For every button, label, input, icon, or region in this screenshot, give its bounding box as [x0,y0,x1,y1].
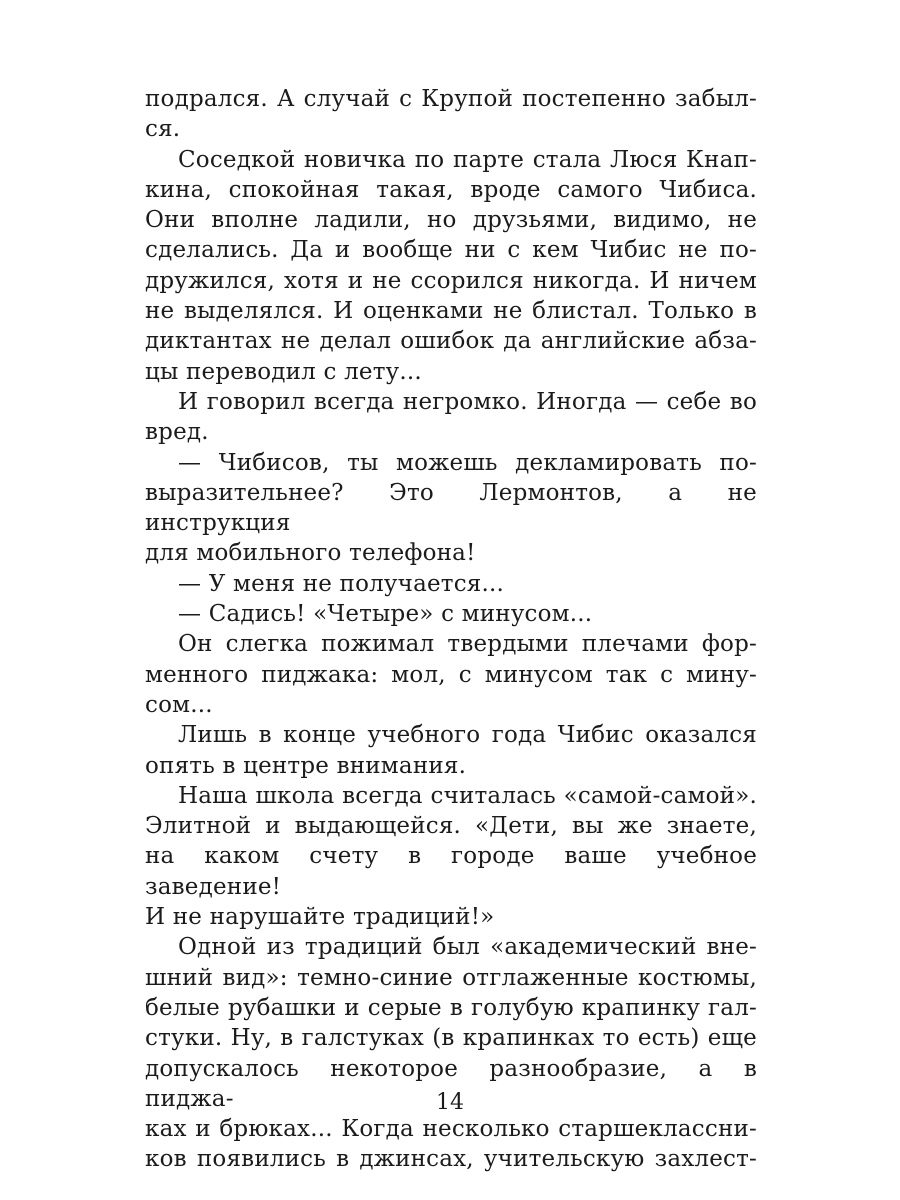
text-line: сделались. Да и вообще ни с кем Чибис не по- [145,237,757,264]
paragraph [145,569,757,599]
text-line: опять в центре внимания. [145,752,467,779]
paragraph [145,387,757,448]
text-line: кина, спокойная такая, вроде самого Чибиса. [145,176,757,203]
text-line: И говорил всегда негромко. Иногда — себе во [178,388,757,415]
text-line: Соседкой новичка по парте стала Люся Кнап- [178,146,757,173]
paragraph [145,932,757,1174]
text-line: дружился, хотя и не ссорился никогда. И ничем [145,267,757,294]
text-line: — Чибисов, ты можешь декламировать по- [178,449,757,476]
text-line: не выделялся. И оценками не блистал. Только в [145,298,757,325]
text-line: на каком счету в городе ваше учебное заведение! [145,843,757,900]
paragraph [145,84,757,145]
text-line: для мобильного телефона! [145,540,476,567]
text-line: менного пиджака: мол, с минусом так с мину- [145,661,757,688]
text-line: ков появились в джинсах, учительскую захлест- [145,1146,757,1173]
paragraph [145,145,757,387]
text-line: Одной из традиций был «академический вне- [178,934,757,961]
text-line: Наша школа всегда считалась «самой-самой». [178,782,757,809]
text-line: — Садись! «Четыре» с минусом... [178,601,593,628]
paragraph [145,781,757,932]
text-line: вред. [145,419,209,446]
page-number: 14 [436,1090,464,1115]
text-line: ках и брюках... Когда несколько старшеклассни- [145,1116,757,1143]
text-line: Элитной и выдающейся. «Дети, вы же знаете, [145,813,757,840]
text-line: стуки. Ну, в галстуках (в крапинках то есть) еще [145,1025,757,1052]
text-line: И не нарушайте традиций!» [145,904,495,931]
text-line: шний вид»: темно-синие отглаженные костюмы, [145,964,757,991]
text-line: подрался. А случай с Крупой постепенно забыл- [145,86,757,112]
paragraph [145,599,757,629]
text-line: Они вполне ладили, но друзьями, видимо, не [145,207,757,234]
text-line: сом... [145,691,213,718]
paragraph [145,448,757,569]
paragraph [145,629,757,720]
text-line: допускалось некоторое разнообразие, а в пиджа- [145,1055,757,1112]
paragraph [145,720,757,781]
text-line: Он слегка пожимал твердыми плечами фор- [178,631,757,658]
text-column [145,84,757,1175]
text-line: диктантах не делал ошибок да английские абза- [145,328,757,355]
text-line: — У меня не получается... [178,570,505,597]
text-line: ся. [145,116,181,143]
text-line: Лишь в конце учебного года Чибис оказался [178,722,757,749]
text-line: белые рубашки и серые в голубую крапинку гал- [145,994,757,1021]
text-line: выразительнее? Это Лермонтов, а не инструкция [145,479,757,537]
text-line: цы переводил с лету... [145,358,422,385]
